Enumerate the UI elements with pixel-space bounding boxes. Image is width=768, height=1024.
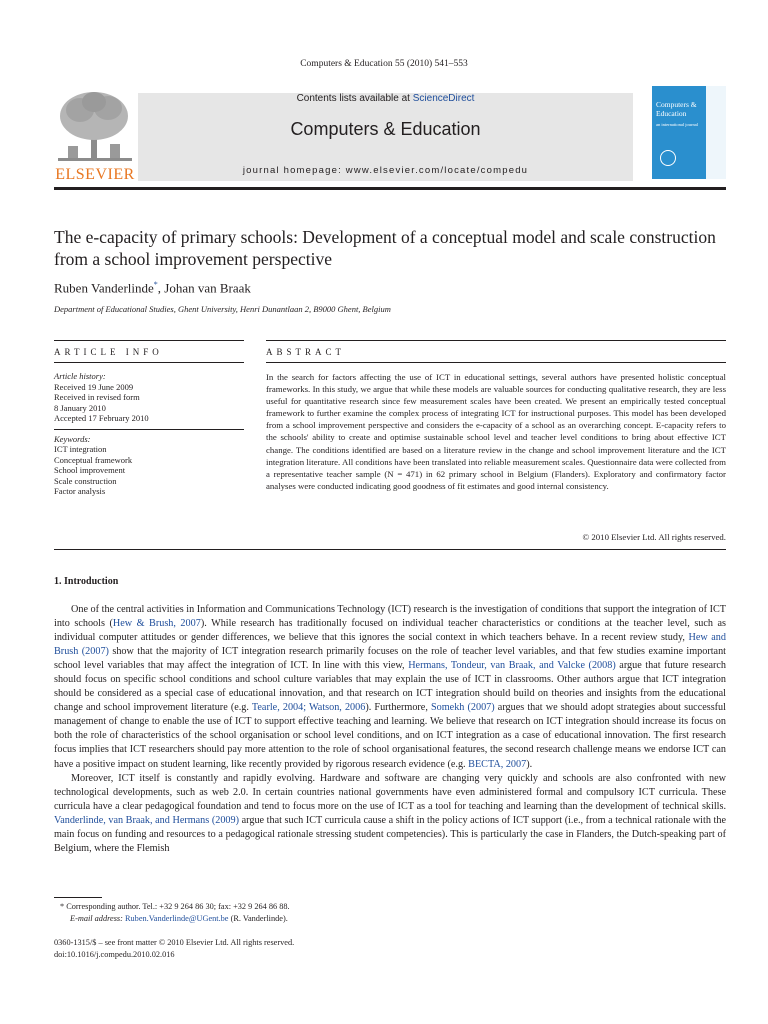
citation-link[interactable]: Hew & Brush, 2007 bbox=[112, 618, 201, 630]
cover-subtitle: an international journal bbox=[656, 122, 698, 127]
abstract-heading: ABSTRACT bbox=[266, 347, 346, 357]
affiliation: Department of Educational Studies, Ghent University, Henri Dunantlaan 2, B9000 Ghent, Belgium bbox=[54, 304, 391, 314]
keyword: Scale construction bbox=[54, 475, 117, 486]
abstract-top-rule bbox=[266, 340, 726, 341]
text-run: Moreover, ICT itself is constantly and rapidly evolving. Hardware and software are changing very quickly and schools are also confronted with new technological developments, such as web 2.0. In certain countries national governments have even administered formal and compulsory ICT curricula. These curricula have a clear pedagogical foundation and tend to focus more on the use of ICT as a tool for teaching and learning than the development of technical skills. bbox=[54, 772, 726, 812]
text-run: ). bbox=[526, 758, 533, 770]
text-run: argue that future research should focus on specific school conditions and school culture variables that may explain the use of ICT in classrooms. Other authors argue that ICT integration should be considered as a special case of educational innovation, and that research on ICT integration should build on theories and insights from the educational change and school improvement literature (e.g. bbox=[54, 660, 726, 714]
history-item: Received 19 June 2009 bbox=[54, 381, 134, 392]
paragraph bbox=[54, 772, 726, 856]
contents-prefix: Contents lists available at bbox=[296, 93, 413, 104]
cover-strip bbox=[706, 86, 726, 179]
doi-line[interactable]: doi:10.1016/j.compedu.2010.02.016 bbox=[54, 950, 175, 959]
keyword: Factor analysis bbox=[54, 486, 106, 496]
citation-link[interactable]: Vanderlinde, van Braak, and Hermans (2009) bbox=[54, 814, 240, 826]
corresponding-info: Corresponding author. Tel.: +32 9 264 86 30; fax: +32 9 264 86 88. bbox=[64, 902, 290, 911]
keywords-label: Keywords: bbox=[54, 433, 91, 444]
keyword: Conceptual framework bbox=[54, 454, 133, 465]
author-2: Johan van Braak bbox=[164, 280, 251, 296]
history-item: Received in revised form bbox=[54, 392, 140, 402]
abstract-copyright: © 2010 Elsevier Ltd. All rights reserved. bbox=[582, 532, 726, 542]
section-heading-introduction: 1. Introduction bbox=[54, 576, 119, 587]
email-suffix: (R. Vanderlinde). bbox=[228, 914, 288, 923]
email-link[interactable]: Ruben.Vanderlinde@UGent.be bbox=[125, 914, 229, 923]
abstract-head-rule bbox=[266, 362, 726, 363]
footnote-rule bbox=[54, 897, 102, 898]
journal-title: Computers & Education bbox=[290, 119, 481, 139]
journal-cover bbox=[652, 86, 726, 179]
text-run: show that the majority of ICT integration research primarily focuses on the role of teacher level variables, and that few studies examine important school level variables that may affect the integration of ICT. In line with this view, bbox=[54, 646, 727, 672]
corresponding-footnote bbox=[60, 901, 290, 913]
elsevier-tree-icon bbox=[54, 86, 136, 166]
footnote-mark: * bbox=[60, 902, 65, 911]
issn-block bbox=[54, 937, 294, 961]
text-run: ). While research has traditionally focused on individual teacher characteristics or conditions at the teacher level, such as individual computer attitudes or gender differences, we believe that this ignores the social context in which teachers behave. In a recent review study, bbox=[54, 618, 726, 644]
email-label: E-mail address: bbox=[70, 914, 125, 923]
citation-link[interactable]: Hew and Brush (2007) bbox=[54, 632, 726, 658]
elsevier-logo bbox=[54, 86, 136, 184]
header-rule bbox=[54, 187, 726, 190]
issn-line: 0360-1315/$ – see front matter © 2010 Elsevier Ltd. All rights reserved. bbox=[54, 938, 295, 947]
abstract-bottom-rule bbox=[54, 549, 726, 550]
corresponding-author-mark[interactable]: * bbox=[153, 280, 158, 289]
text-run: argue that such ICT curricula cause a shift in the policy actions of ICT support (i.e., from a technical rationale with the main focus on funding and resources to a pedagogical rationale stressing student competencies). This is particularly the case in Flanders, the Dutch-speaking part of Belgium, where the Flemish bbox=[54, 814, 726, 854]
history-item: Accepted 17 February 2010 bbox=[54, 413, 149, 423]
citation-link[interactable]: Somekh (2007) bbox=[431, 702, 495, 714]
keyword: School improvement bbox=[54, 465, 126, 475]
history-label: Article history: bbox=[54, 371, 106, 381]
article-title: The e-capacity of primary schools: Development of a conceptual model and scale construction from a school improvement perspective bbox=[54, 227, 716, 269]
author-1: Ruben Vanderlinde bbox=[54, 280, 154, 296]
info-head-rule bbox=[54, 362, 244, 363]
cover-title: Computers & Education bbox=[656, 100, 697, 118]
contents-line bbox=[138, 93, 633, 104]
journal-homepage[interactable]: journal homepage: www.elsevier.com/locate/compedu bbox=[242, 165, 529, 176]
history-item: 8 January 2010 bbox=[54, 402, 106, 413]
sciencedirect-link[interactable]: ScienceDirect bbox=[412, 93, 475, 104]
citation-link[interactable]: BECTA, 2007 bbox=[468, 758, 527, 770]
citation-link[interactable]: Hermans, Tondeur, van Braak, and Valcke (2008) bbox=[408, 660, 616, 672]
paragraph bbox=[54, 603, 726, 772]
keyword: ICT integration bbox=[54, 444, 107, 454]
article-info-heading: ARTICLE INFO bbox=[54, 347, 163, 357]
cover-seal-icon bbox=[660, 150, 676, 166]
citation-link[interactable]: Tearle, 2004; Watson, 2006 bbox=[251, 702, 366, 714]
author-line bbox=[54, 280, 251, 296]
text-run: One of the central activities in Information and Communications Technology (ICT) research is the investigation of conditions that support the integration of ICT into schools ( bbox=[54, 604, 726, 630]
journal-citation: Computers & Education 55 (2010) 541–553 bbox=[300, 59, 468, 69]
text-run: ). Furthermore, bbox=[365, 702, 431, 714]
info-top-rule bbox=[54, 340, 244, 341]
text-run: argues that we should adopt strategies about successful management of change to enable the use of ICT to support effective teaching and learning. We believe that research on ICT integration should increase its focus on both the role of characteristics of the school organisation or school level conditions, and on ICT integration as a case of educational innovation. The first research focus implies that ICT researchers should pay more attention to the role of school organisational features, the second research challenge means we endorse ICT can have a positive impact on student learning, like recently provided by rigorous research evidence (e.g. bbox=[54, 702, 726, 770]
elsevier-wordmark: ELSEVIER bbox=[55, 166, 135, 183]
article-info bbox=[54, 371, 244, 497]
footnote bbox=[60, 901, 290, 925]
author-separator: , bbox=[157, 280, 165, 296]
abstract-text: In the search for factors affecting the use of ICT in educational settings, several authors have presented holistic conceptual frameworks. In this study, we argue that while these models are valuable sources for conducting qualitative research, they are less useful for quantitative research since few measurement scales have been created. We present an empirically tested conceptual framework to further examine the complex process of integrating ICT for instructional purposes. This model has been developed from a school improvement perspective and considers the e-capacity of a school as an overarching concept. E-capacity refers to the schools' ability to create and optimise sustainable school level and teacher level conditions to bring about effective ICT change. The conditions identified are based on a literature review in the change and school improvement literature and the ICT integration literature. All conditions have been translated into reliable measurement scales. Questionnaire data were collected from a representative teacher sample (N = 471) in 62 primary school in Belgium (Flanders). Exploratory and confirmatory factor analyses were conducted indicating good goodness of fit estimates and good internal consistency. bbox=[266, 372, 726, 491]
info-divider bbox=[54, 429, 244, 430]
email-footnote bbox=[60, 913, 290, 925]
body-text bbox=[54, 603, 726, 856]
